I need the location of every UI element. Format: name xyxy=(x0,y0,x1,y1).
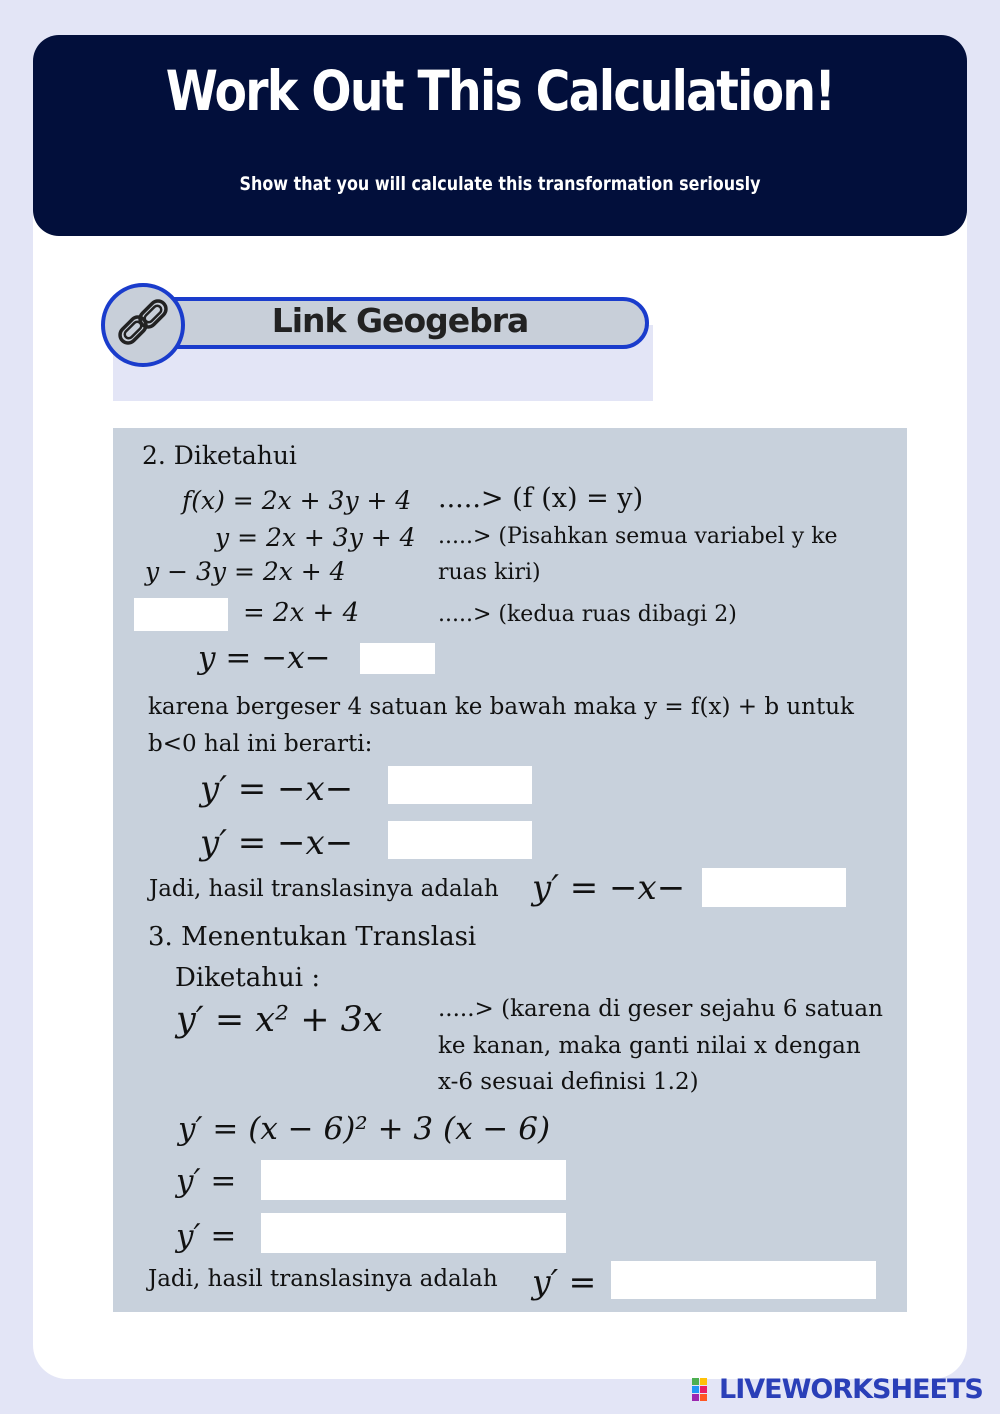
substituted-equation: y′ = (x − 6)² + 3 (x − 6) xyxy=(178,1111,551,1147)
given-equation: y′ = x² + 3x xyxy=(176,1000,383,1040)
note-shift-2: ke kanan, maka ganti nilai x dengan xyxy=(438,1033,861,1059)
note-shift-3: x-6 sesuai definisi 1.2) xyxy=(438,1069,699,1095)
equation-step-a: y′ = xyxy=(176,1163,237,1199)
equation-line4: = 2x + 4 xyxy=(243,598,360,628)
explanation-text-2: b<0 hal ini berarti: xyxy=(148,731,373,757)
answer-input-1[interactable] xyxy=(134,598,228,631)
equation-line5: y = −x− xyxy=(198,640,331,676)
liveworksheets-logo-icon xyxy=(692,1378,716,1402)
section2-heading: 2. Diketahui xyxy=(142,441,297,470)
equation-line2: y = 2x + 3y + 4 xyxy=(215,523,416,552)
answer-input-6[interactable] xyxy=(261,1160,566,1200)
equation-step-b: y′ = xyxy=(176,1218,237,1254)
note-line3: ruas kiri) xyxy=(438,560,541,585)
result-equation-3: y′ = xyxy=(532,1262,597,1301)
equation-prime-2: y′ = −x− xyxy=(200,823,354,863)
page-subtitle: Show that you will calculate this transformation seriously xyxy=(239,173,761,195)
equation-line1: f(x) = 2x + 3y + 4 xyxy=(182,486,412,515)
section3-heading: 3. Menentukan Translasi xyxy=(148,922,477,952)
result-label-3: Jadi, hasil translasinya adalah xyxy=(148,1266,498,1292)
answer-input-4[interactable] xyxy=(388,821,532,859)
header-banner xyxy=(33,35,967,236)
note-line2: .....> (Pisahkan semua variabel y ke xyxy=(438,524,838,549)
equation-line3: y − 3y = 2x + 4 xyxy=(145,557,346,586)
page-title: Work Out This Calculation! xyxy=(165,59,835,123)
answer-input-5[interactable] xyxy=(702,868,846,907)
chain-link-icon[interactable] xyxy=(101,283,185,367)
watermark: LIVEWORKSHEETS xyxy=(719,1374,983,1405)
result-equation-2: y′ = −x− xyxy=(532,868,686,908)
answer-input-7[interactable] xyxy=(261,1213,566,1253)
explanation-text: karena bergeser 4 satuan ke bawah maka y = f(x) + b untuk xyxy=(148,694,854,720)
answer-input-8[interactable] xyxy=(611,1261,876,1299)
result-label-2: Jadi, hasil translasinya adalah xyxy=(149,876,499,902)
answer-input-2[interactable] xyxy=(360,643,435,674)
known-label: Diketahui : xyxy=(175,963,321,993)
equation-prime-1: y′ = −x− xyxy=(200,769,354,809)
note-line4: .....> (kedua ruas dibagi 2) xyxy=(438,602,737,627)
answer-input-3[interactable] xyxy=(388,766,532,804)
note-line1: .....> (f (x) = y) xyxy=(438,483,644,514)
note-shift-1: .....> (karena di geser sejahu 6 satuan xyxy=(438,996,883,1022)
geogebra-link-label[interactable]: Link Geogebra xyxy=(271,301,529,340)
